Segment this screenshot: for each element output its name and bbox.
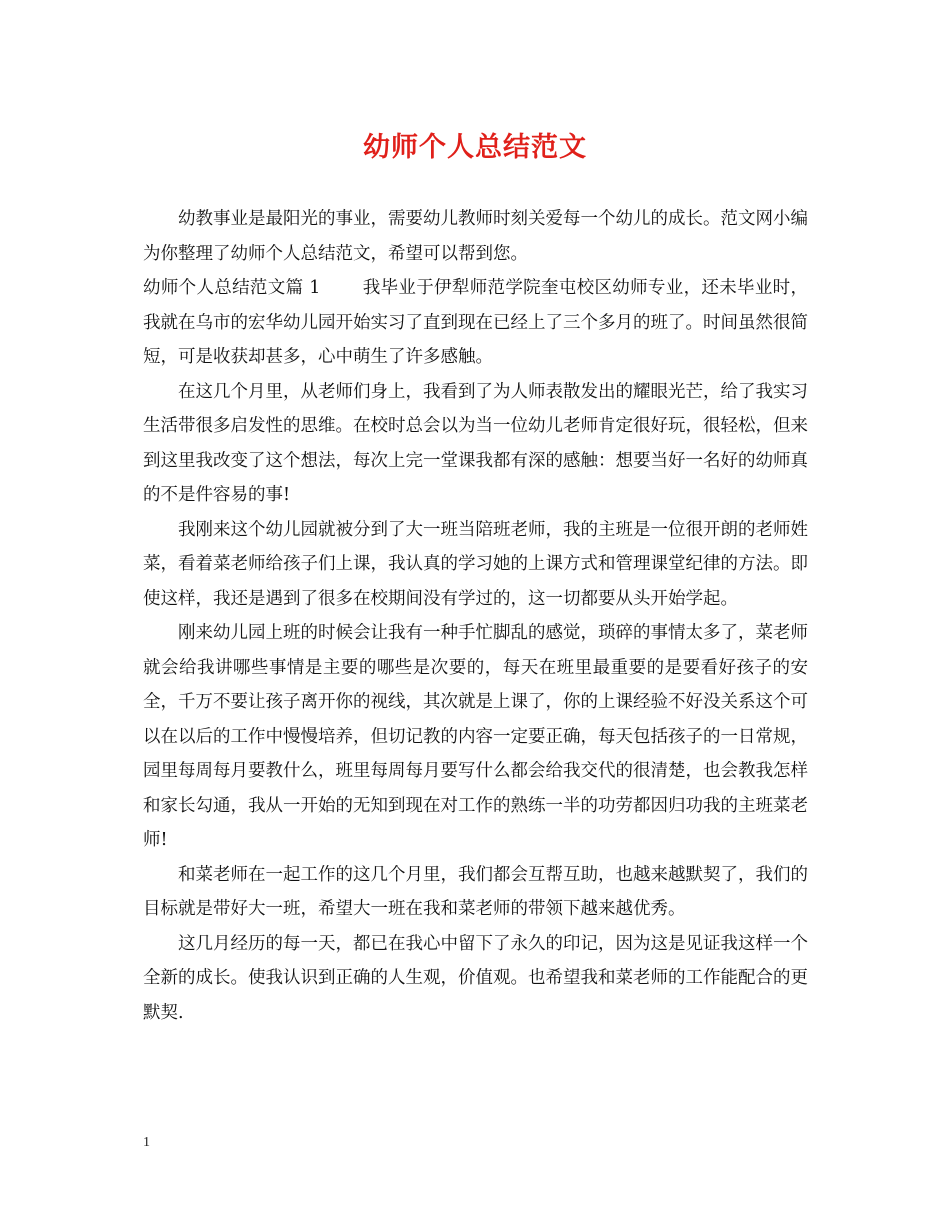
paragraph-5: 和菜老师在一起工作的这几个月里，我们都会互帮互助，也越来越默契了，我们的目标就是带好大一班，希望大一班在我和菜老师的带领下越来越优秀。 [143,864,808,919]
document-body [143,202,808,1030]
paragraph-4: 刚来幼儿园上班的时候会让我有一种手忙脚乱的感觉，琐碎的事情太多了，菜老师就会给我讲哪些事情是主要的哪些是次要的，每天在班里最重要的是要看好孩子的安全，千万不要让孩子离开你的视线，其次就是上课了，你的上课经验不好没关系这个可以在以后的工作中慢慢培养，但切记教的内容一定要正确，每天包括孩子的一日常规，园里每周每月要教什么，班里每周每月要写什么都会给我交代的很清楚，也会教我怎样和家长勾通，我从一开始的无知到现在对工作的熟练一半的功劳都因归功我的主班菜老师! [143,623,808,850]
intro-paragraph: 幼教事业是最阳光的事业，需要幼儿教师时刻关爱每一个幼儿的成长。范文网小编为你整理了幼师个人总结范文，希望可以帮到您。 [143,209,808,264]
paragraph-1: 我毕业于伊犁师范学院奎屯校区幼师专业，还未毕业时，我就在乌市的宏华幼儿园开始实习了直到现在已经上了三个多月的班了。时间虽然很简短，可是收获却甚多，心中萌生了许多感触。 [143,278,809,367]
paragraph-3: 我刚来这个幼儿园就被分到了大一班当陪班老师，我的主班是一位很开朗的老师姓菜，看着菜老师给孩子们上课，我认真的学习她的上课方式和管理课堂纪律的方法。即使这样，我还是遇到了很多在校期间没有学过的，这一切都要从头开始学起。 [143,519,808,609]
paragraph-2: 在这几个月里，从老师们身上，我看到了为人师表散发出的耀眼光芒，给了我实习生活带很多启发性的思维。在校时总会以为当一位幼儿老师肯定很好玩，很轻松，但来到这里我改变了这个想法，每次上完一堂课我都有深的感触：想要当好一名好的幼师真的不是件容易的事! [143,381,808,505]
section-heading: 幼师个人总结范文篇 1 [143,278,321,298]
page-number: 1 [143,1135,150,1150]
section-1-block [143,271,808,375]
document-title: 幼师个人总结范文 [363,132,587,163]
paragraph-6: 这几月经历的每一天，都已在我心中留下了永久的印记，因为这是见证我这样一个全新的成长。使我认识到正确的人生观，价值观。也希望我和菜老师的工作能配合的更默契. [143,933,808,1023]
